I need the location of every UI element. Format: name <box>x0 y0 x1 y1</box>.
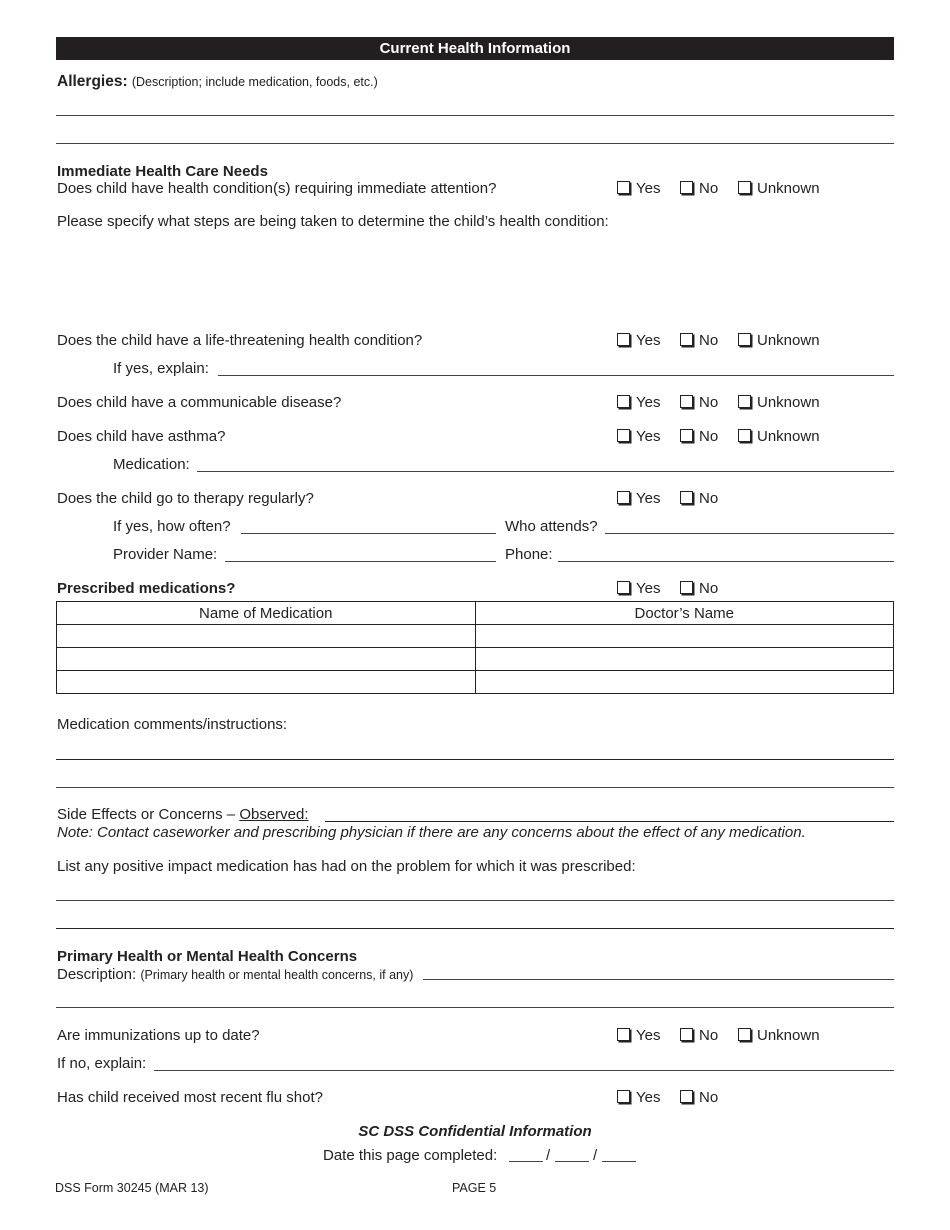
checkbox-icon[interactable] <box>680 581 693 594</box>
allergies-row <box>57 73 378 91</box>
section-title: Current Health Information <box>56 37 894 60</box>
med-comments-label: Medication comments/instructions: <box>57 716 288 733</box>
date-sep-1: / <box>546 1147 551 1164</box>
checkbox-icon[interactable] <box>680 1090 693 1103</box>
therapy-phone-label: Phone: <box>505 546 553 563</box>
medication-name-cell[interactable] <box>57 671 476 694</box>
immediate-yes-option[interactable]: Yes <box>617 180 660 198</box>
immunizations-explain-label: If no, explain: <box>57 1055 147 1072</box>
immediate-question: Does child have health condition(s) requiring immediate attention? <box>57 180 497 197</box>
side-effects-label: Side Effects or Concerns – <box>57 806 240 823</box>
life-threatening-question: Does the child have a life-threatening health condition? <box>57 332 423 349</box>
immunizations-no-option[interactable]: No <box>680 1027 718 1045</box>
primary-desc-line-2[interactable] <box>56 1007 894 1008</box>
therapy-how-often-label: If yes, how often? <box>113 518 231 535</box>
med-comments-line-2[interactable] <box>56 787 894 788</box>
checkbox-icon[interactable] <box>738 181 751 194</box>
primary-desc-label: Description: <box>57 966 137 983</box>
checkbox-icon[interactable] <box>680 181 693 194</box>
checkbox-icon[interactable] <box>617 429 630 442</box>
therapy-question: Does the child go to therapy regularly? <box>57 490 314 507</box>
side-effects-row <box>57 806 309 824</box>
positive-impact-line-2[interactable] <box>56 928 894 929</box>
allergies-line-2[interactable] <box>56 143 894 144</box>
primary-desc-line-1[interactable] <box>423 979 894 980</box>
asthma-yes-option[interactable]: Yes <box>617 428 660 446</box>
allergies-label: Allergies: <box>57 73 128 90</box>
therapy-provider-line[interactable] <box>225 561 496 562</box>
checkbox-icon[interactable] <box>617 395 630 408</box>
life-threatening-explain-label: If yes, explain: <box>113 360 209 377</box>
side-effects-note: Note: Contact caseworker and prescribing physician if there are any concerns about the effect of any medication. <box>57 824 806 841</box>
asthma-no-option[interactable]: No <box>680 428 718 446</box>
checkbox-icon[interactable] <box>738 395 751 408</box>
doctor-name-cell[interactable] <box>475 648 894 671</box>
checkbox-icon[interactable] <box>617 333 630 346</box>
medication-table-header <box>57 602 894 625</box>
positive-impact-label: List any positive impact medication has had on the problem for which it was prescribed: <box>57 858 636 875</box>
checkbox-icon[interactable] <box>617 181 630 194</box>
primary-heading: Primary Health or Mental Health Concerns <box>57 948 358 965</box>
side-effects-observed: Observed: <box>239 806 309 823</box>
prescribed-yes-option[interactable]: Yes <box>617 580 660 598</box>
immediate-no-option[interactable]: No <box>680 180 718 198</box>
page-number: PAGE 5 <box>452 1181 497 1195</box>
table-row <box>57 648 894 671</box>
therapy-provider-label: Provider Name: <box>113 546 218 563</box>
primary-description-row <box>57 966 413 984</box>
immediate-heading: Immediate Health Care Needs <box>57 163 268 180</box>
medication-name-cell[interactable] <box>57 648 476 671</box>
table-row <box>57 671 894 694</box>
checkbox-icon[interactable] <box>617 1028 630 1041</box>
checkbox-icon[interactable] <box>680 1028 693 1041</box>
checkbox-icon[interactable] <box>738 429 751 442</box>
doctor-name-header: Doctor’s Name <box>475 602 894 625</box>
life-threatening-explain-line[interactable] <box>218 375 894 376</box>
date-sep-2: / <box>593 1147 598 1164</box>
communicable-unknown-option[interactable]: Unknown <box>738 394 820 412</box>
medication-name-header: Name of Medication <box>57 602 476 625</box>
immunizations-explain-line[interactable] <box>154 1070 894 1071</box>
date-completed-label: Date this page completed: <box>323 1147 498 1164</box>
med-comments-line-1[interactable] <box>56 759 894 760</box>
flu-question: Has child received most recent flu shot? <box>57 1089 323 1106</box>
communicable-yes-option[interactable]: Yes <box>617 394 660 412</box>
asthma-unknown-option[interactable]: Unknown <box>738 428 820 446</box>
prescribed-no-option[interactable]: No <box>680 580 718 598</box>
therapy-phone-line[interactable] <box>558 561 894 562</box>
therapy-who-attends-label: Who attends? <box>505 518 598 535</box>
allergies-hint: (Description; include medication, foods, etc.) <box>131 75 378 89</box>
doctor-name-cell[interactable] <box>475 671 894 694</box>
therapy-no-option[interactable]: No <box>680 490 718 508</box>
communicable-question: Does child have a communicable disease? <box>57 394 342 411</box>
life-threatening-unknown-option[interactable]: Unknown <box>738 332 820 350</box>
form-number: DSS Form 30245 (MAR 13) <box>55 1181 209 1195</box>
immediate-specify: Please specify what steps are being taken to determine the child’s health condition: <box>57 213 609 230</box>
therapy-who-attends-line[interactable] <box>605 533 894 534</box>
checkbox-icon[interactable] <box>680 333 693 346</box>
flu-yes-option[interactable]: Yes <box>617 1089 660 1107</box>
date-year-line[interactable] <box>602 1161 636 1162</box>
flu-no-option[interactable]: No <box>680 1089 718 1107</box>
checkbox-icon[interactable] <box>617 1090 630 1103</box>
checkbox-icon[interactable] <box>738 1028 751 1041</box>
life-threatening-yes-option[interactable]: Yes <box>617 332 660 350</box>
checkbox-icon[interactable] <box>680 491 693 504</box>
communicable-no-option[interactable]: No <box>680 394 718 412</box>
allergies-line-1[interactable] <box>56 115 894 116</box>
immunizations-question: Are immunizations up to date? <box>57 1027 260 1044</box>
checkbox-icon[interactable] <box>738 333 751 346</box>
therapy-how-often-line[interactable] <box>241 533 496 534</box>
primary-desc-hint: (Primary health or mental health concerns, if any) <box>140 968 414 982</box>
table-row <box>57 625 894 648</box>
asthma-question: Does child have asthma? <box>57 428 226 445</box>
asthma-medication-label: Medication: <box>113 456 190 473</box>
immediate-unknown-option[interactable]: Unknown <box>738 180 820 198</box>
confidential-label: SC DSS Confidential Information <box>358 1123 592 1140</box>
date-day-line[interactable] <box>555 1161 589 1162</box>
checkbox-icon[interactable] <box>617 581 630 594</box>
life-threatening-no-option[interactable]: No <box>680 332 718 350</box>
checkbox-icon[interactable] <box>617 491 630 504</box>
medication-name-cell[interactable] <box>57 625 476 648</box>
checkbox-icon[interactable] <box>680 395 693 408</box>
therapy-yes-option[interactable]: Yes <box>617 490 660 508</box>
doctor-name-cell[interactable] <box>475 625 894 648</box>
immunizations-unknown-option[interactable]: Unknown <box>738 1027 820 1045</box>
positive-impact-line-1[interactable] <box>56 900 894 901</box>
checkbox-icon[interactable] <box>680 429 693 442</box>
asthma-medication-line[interactable] <box>197 471 894 472</box>
side-effects-line[interactable] <box>325 821 894 822</box>
prescribed-heading: Prescribed medications? <box>57 580 236 597</box>
medication-table <box>56 601 894 694</box>
date-month-line[interactable] <box>509 1161 543 1162</box>
immunizations-yes-option[interactable]: Yes <box>617 1027 660 1045</box>
